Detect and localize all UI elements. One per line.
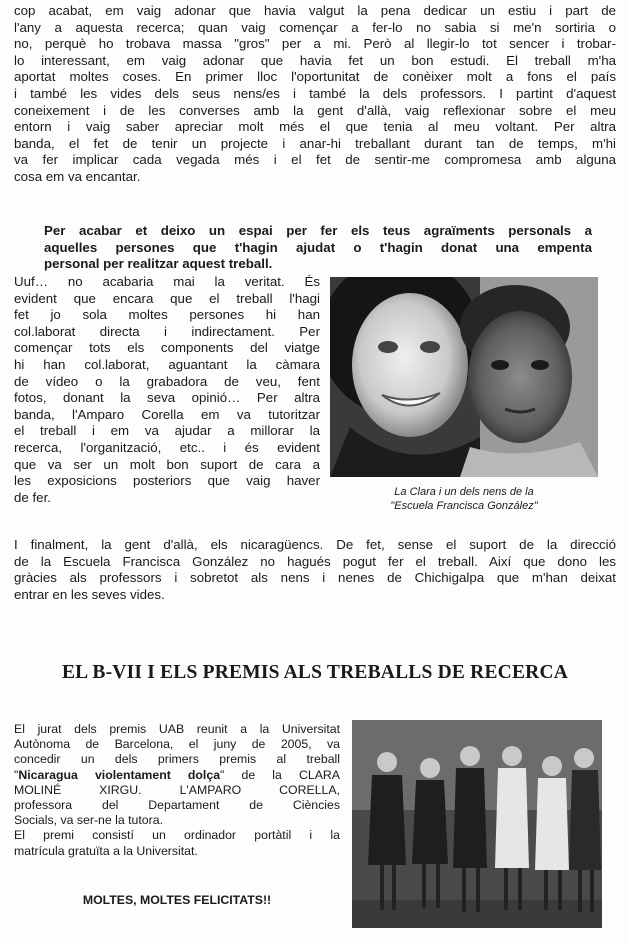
quote-mark: " bbox=[14, 767, 19, 782]
text-line: va fer implicar cada vegada més i el fet de sentir-me compromesa amb alguna bbox=[14, 152, 616, 168]
text-fragment: " de la CLARA bbox=[220, 767, 340, 782]
text-line: lo interessant, em vaig adonar que havia fet un bon estudi. El treball m'ha bbox=[14, 52, 616, 68]
photo-clara-and-child bbox=[330, 277, 598, 477]
text-line: i també les vides dels seus nens/es i també la dels professors. I partint d'aquest bbox=[14, 85, 616, 101]
text-line: l'any a aquesta recerca; quan vaig començar a fer-lo no sabia si me'n sortiria o bbox=[14, 19, 616, 35]
text-line: banda, l'Amparo Corella em va tutoritzar bbox=[14, 406, 320, 422]
text-line: el treball i em va ajudar a millorar la bbox=[14, 423, 320, 439]
text-line: entorn i vaig saber apreciar molt més el que tenia al meu voltant. Per altra bbox=[14, 119, 616, 135]
work-title: Nicaragua violentament dolça bbox=[18, 767, 221, 782]
text-line: aportat moltes coses. En primer lloc l'oportunitat de conèixer molt a fons el país bbox=[14, 69, 616, 85]
text-line bbox=[14, 768, 340, 783]
text-line: de la Escuela Francisca González no hagués pogut fer el treball. Així que dono les bbox=[14, 553, 616, 569]
text-line: gràcies als professors i sobretot als nens i nenes de Chichigalpa que m'han deixat bbox=[14, 570, 616, 586]
text-line: les exposicions posteriors que vaig haver bbox=[14, 473, 320, 489]
text-line: fotos, donant la seva opinió… Per altra bbox=[14, 390, 320, 406]
group-photo-illustration bbox=[352, 720, 602, 928]
section-heading: EL B-VII I ELS PREMIS ALS TREBALLS DE RECERCA bbox=[61, 662, 569, 683]
text-line: hi han col.laborat, aguantant la càmara bbox=[14, 356, 320, 372]
paragraph-award bbox=[14, 722, 340, 859]
text-line: de fer. bbox=[14, 489, 51, 505]
text-line: El jurat dels premis UAB reunit a la Universitat bbox=[14, 722, 340, 736]
text-line: banda, el fet de tenir un projecte i anar-hi treballant durant tan de temps, m'hi bbox=[14, 135, 616, 151]
text-line: fet jo sola moltes persones hi han bbox=[14, 307, 320, 323]
text-line: personal per realitzar aquest treball. bbox=[44, 256, 273, 272]
text-line: evident que encara que el treball l'hagi bbox=[14, 290, 320, 306]
paragraph-final-thanks bbox=[14, 537, 616, 603]
text-line: cosa em va encantar. bbox=[14, 168, 141, 184]
text-line: Socials, va ser-ne la tutora. bbox=[14, 813, 163, 828]
paragraph-prompt bbox=[44, 223, 592, 273]
text-line: Uuf… no acabaria mai la veritat. És bbox=[14, 274, 320, 289]
text-line: Autònoma de Barcelona, el juny de 2005, va bbox=[14, 737, 340, 752]
text-line: coneixement i de les converses amb la gent d'allà, vaig reflexionar sobre el meu bbox=[14, 102, 616, 118]
photo-caption bbox=[330, 485, 598, 513]
photo-award-group bbox=[352, 720, 602, 928]
caption-line: La Clara i un dels nens de la bbox=[394, 486, 534, 498]
caption-line: "Escuela Francisca González" bbox=[390, 500, 538, 512]
text-line: de vídeo o la grabadora de veu, fent bbox=[14, 373, 320, 389]
text-line: col.laborat directa i indirectament. Per bbox=[14, 323, 320, 339]
text-line: MOLINÉ XIRGU. L'AMPARO CORELLA, bbox=[14, 782, 340, 797]
text-line: professora del Departament de Ciències bbox=[14, 798, 340, 813]
photo-illustration bbox=[330, 277, 598, 477]
text-line: matrícula gratuïta a la Universitat. bbox=[14, 843, 198, 858]
text-line: Per acabar et deixo un espai per fer els teus agraïments personals a bbox=[44, 223, 592, 238]
text-line: I finalment, la gent d'allà, els nicaragüencs. De fet, sense el suport de la direcció bbox=[14, 537, 616, 552]
text-line: entrar en les seves vides. bbox=[14, 586, 165, 602]
text-line: concedir un dels primers premis al treball bbox=[14, 752, 340, 767]
text-line: començar tots els components del viatge bbox=[14, 340, 320, 356]
paragraph-acknowledgements bbox=[14, 274, 320, 506]
paragraph-reflection bbox=[14, 3, 616, 186]
text-line: no, perquè ho trobava massa "gros" per a mi. Però al llegir-lo tot sencer i trobar- bbox=[14, 36, 616, 52]
congratulations: MOLTES, MOLTES FELICITATS!! bbox=[82, 893, 272, 907]
text-line: aquelles persones que t'hagin ajudat o t'hagin donat una empenta bbox=[44, 239, 592, 255]
text-line: recerca, l'organització, etc.. i és evident bbox=[14, 439, 320, 455]
text-line: cop acabat, em vaig adonar que havia valgut la pena dedicar un estiu i part de bbox=[14, 3, 616, 18]
text-line: que va ser un molt bon suport de cara a bbox=[14, 456, 320, 472]
text-line: El premi consistí un ordinador portàtil i la bbox=[14, 828, 340, 843]
